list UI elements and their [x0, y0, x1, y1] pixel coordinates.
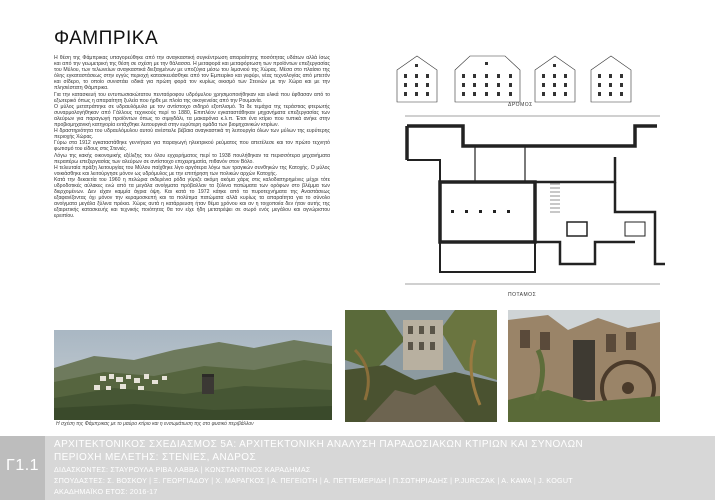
- ravine-ruins-photo: [345, 310, 497, 422]
- teachers-list: ΔΙΔΑΣΚΟΝΤΕΣ: ΣΤΑΥΡΟΥΛΑ ΡΙΒΑ ΛΑΒΒΑ | ΚΩΝΣΤΑΝΤΙΝΟΣ ΚΑΡΑΔΗΜΑΣ: [54, 465, 311, 474]
- paragraph: Για την κατασκευή του εντυπωσιακώτατου πενταόροφου υδρόμυλου χρησιμοποιήθηκαν και υλικά που έφθασαν από το εξωτερικό όπως η απαραίτητη ξυλεία που ήρθε με πλοία της οικογενείας από την Ρουμανία.: [54, 91, 330, 104]
- academic-year: ΑΚΑΔΗΜΑΪΚΟ ΕΤΟΣ: 2016-17: [54, 487, 158, 496]
- site-plan-drawing: [385, 112, 675, 290]
- page-title: ΦΑΜΠΡΙΚΑ: [54, 28, 159, 49]
- paragraph: Η τελευταία πράξη λειτουργίας του Μύλου παίχθηκε λίγο αργότερα λόγω των τραγικών συνθηκών της Κατοχής. Ο μύλος νοικιάσθηκε και λειτούργησε μόνον ως υδρόμυλος με την επιτήρηση των πολικών αρχών Κατοχής.: [54, 164, 330, 177]
- sheet-code: Γ1.1: [6, 457, 40, 474]
- course-title: ΑΡΧΙΤΕΚΤΟΝΙΚΟΣ ΣΧΕΔΙΑΣΜΟΣ 5Α: ΑΡΧΙΤΕΚΤΟΝΙΚΗ ΑΝΑΛΥΣΗ ΠΑΡΑΔΟΣΙΑΚΩΝ ΚΤΙΡΙΩΝ ΚΑΙ ΣΥΝΟΛΩΝ: [54, 439, 584, 450]
- interior-ruins-photo: [508, 310, 660, 422]
- paragraph: Γύρω στα 1912 εγκαταστάθηκε γεννήτρια για παραγωγή ηλεκτρικού ρεύματος που απετέλεσε και τον πρώτο τεχνητό φωτισμό του είδους στις Στενιές.: [54, 140, 330, 153]
- paragraph: Λόγω της κακής οικονομικής εξέλιξης του όλου εγχειρήματος περί το 1938 πουλήθηκαν τα περισσότερα μηχανήματα περαιτέρω επεξεργασίας των αλεύρων σε αντίστοιχο επιχειρηματία, πιθανόν στον Βόλο.: [54, 152, 330, 165]
- road-label: ΔΡΟΜΟΣ: [508, 102, 533, 108]
- village-landscape-photo: [54, 330, 332, 420]
- sheet-code-box: [0, 436, 45, 500]
- building-elevations-drawing: [395, 50, 635, 105]
- river-label: ΠΟΤΑΜΟΣ: [508, 292, 537, 298]
- students-list: ΣΠΟΥΔΑΣΤΕΣ: Σ. ΒΟΣΚΟΥ | Ξ. ΓΕΩΡΓΙΑΔΟΥ | Χ. ΜΑΡΑΓΚΟΣ | Α. ΠΕΓΕΙΩΤΗ | Α. ΠΕΤΤΕΜΕΡΙΔΗ | Π.ΣΩΤΗΡΙΑΔΗΣ | P.JURCZAK | A. KAWA | J. KOGUT: [54, 476, 573, 485]
- paragraph: Κατά την δεκαετία του 1960 η πελώρια σιδερένια ρόδα γύριζε ακόμη ακόμα χάρις στις καλοδιατηρημένες μέχρι τότε υδροδοτικές αύλακες ενώ από τα μεγάλα ανοίγματα πρόβαλλαν τα ξύλινα πατώματα των ορόφων στο βλέμμα των διερχομένων. Δεν είχαν καμμία άγρια όψη. Και κατά το 1972 κάηκε από τα πυροτεχνήματα της Αναστάσεως εξαφανίζοντας όχι μόνον την κεραμοσκεπή και τα πολύτιμα πατώματα αλλά κυρίως τα απαραίτητα για το σύνολο ανοίγματα μεγάλα ξύλινα πρέκια. Χώρις αυτά η κατάρρευση ήταν θέμα χρόνου και αν η τοιχοποιία δεν ήταν αυτής της εξαιρετικής κατασκευής και τεχνικής ποιότητας θα τον είχε ήδη μετατρέψει σε σωρό ενός μεγάλου και αγνώριστου ερειπίου.: [54, 176, 330, 220]
- paragraph: Η δραστηριότητα του υδραυλόμυλου αυτού ανέστειλε βέβαια αναγκαστικά τη λειτουργία όλων των μύλων της ευρύτερης περιοχής Χώρας.: [54, 128, 330, 141]
- paragraph: Ο μύλος μετατράπηκε σε υδραυλόμυλο με τον αντίστοιχο σιδηρό εξοπλισμό. Τα δε τεμάχια της τεράστιας φτερωτής συναρμολογήθηκαν από Γάλλους τεχνικούς περί το 1880, Επιπλέον εγκαταστάθηκαν μηχανήματα επεξεργασίας των αλεύρων για παραγωγή προϊόντων όπως το σιμιγδάλι, τα μακαρόνια κ.λ.π. Έτσι ένα κτίριο που τυπικά ανήκε στην προβιομηχανική κατηγορία εντάχθηκε λειτουργικά στην ευρύτερη ομάδα των βιομηχανικών κτιρίων.: [54, 103, 330, 129]
- photo-caption: Η σχέση της Φάμπρικας με το μαύρο κτίριο και η ενσωμάτωση της στο φυσικό περιβάλλον: [56, 421, 254, 427]
- paragraph: Η θέση της Φάμπρικας υπαγορεύθηκε από την αναγκαστική συγκέντρωση απαραίτητης ποσότητας υδάτων αλλά ίσως και από την γεωμετρική της θέση σε σχέση με την θάλασσα. Η μεταφορά και μεταφόρτωση των προϊόντων επεξεργασίας του Μύλου, των τελωνείων αναγκαστικά διεξαγμένων με υποζύγια μέσω του λιμανιού της Χώρας. Μέσα στο πλαίσιο της όλης εγκαταστάσεως στην εγγύς περιοχή κατασκευάσθηκε από τον Εμπειρίκο και γεφύρι, νέας τεχνολογίας από μπετόν και σίδερο, το οποίο συνιστάει οδικά για πρώτη φορά τον κυρίως οικισμό των Στενιών με την Χώρα και με την πλησιέστατη Φάμπρικα.: [54, 55, 330, 92]
- study-area: ΠΕΡΙΟΧΗ ΜΕΛΕΤΗΣ: ΣΤΕΝΙΕΣ, ΑΝΔΡΟΣ: [54, 452, 257, 463]
- footer-bar: [0, 436, 715, 500]
- body-text: [54, 55, 330, 220]
